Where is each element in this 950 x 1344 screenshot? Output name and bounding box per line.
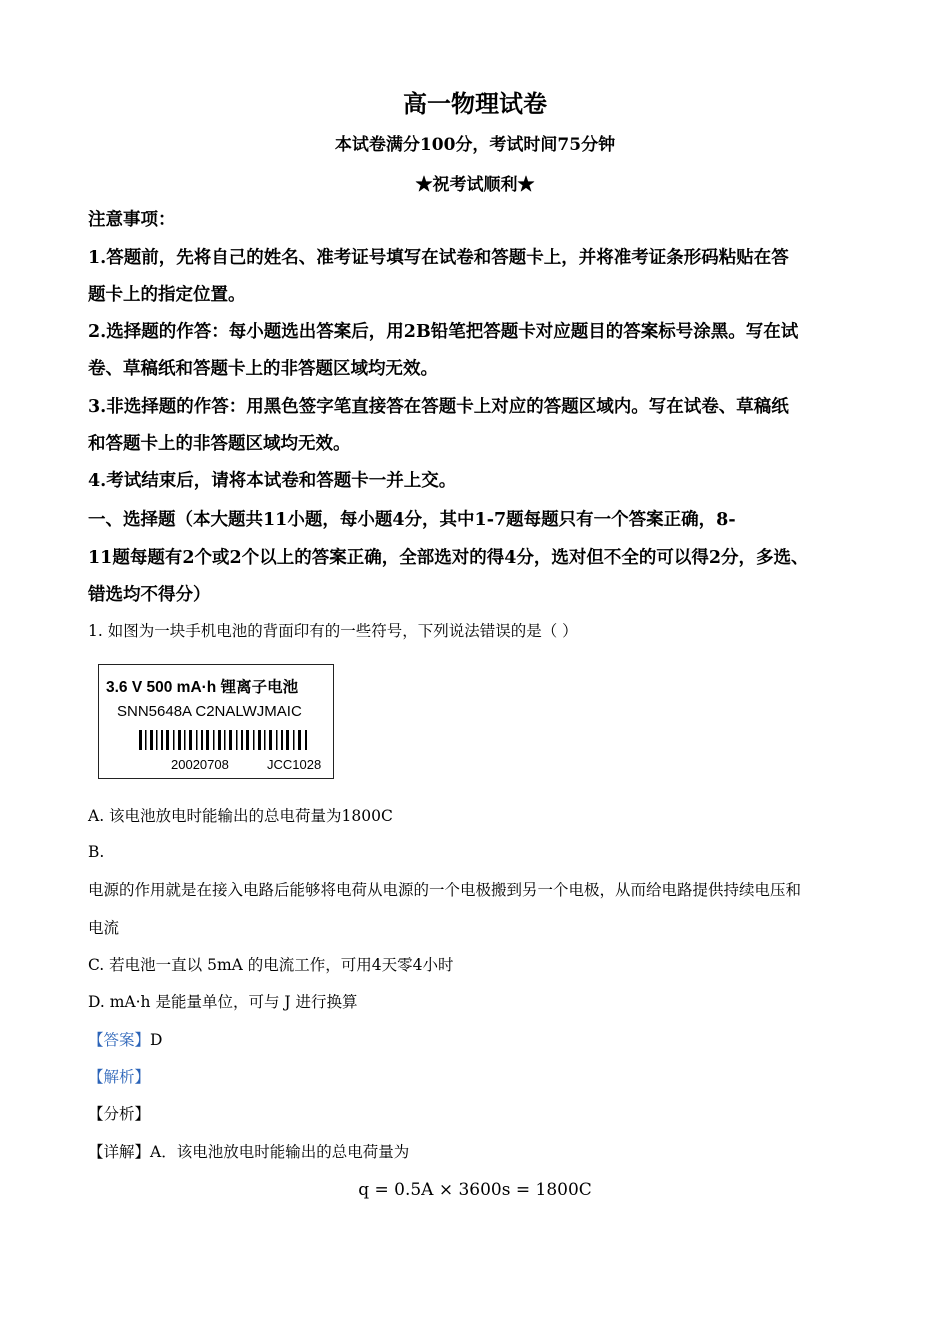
notice-line: 题卡上的指定位置。 xyxy=(88,285,246,305)
option-a: A. 该电池放电时能输出的总电荷量为1800C xyxy=(88,807,393,825)
battery-batch-code: JCC1028 xyxy=(267,757,322,772)
section-heading: 11题每题有2个或2个以上的答案正确，全部选对的得4分，选对但不全的可以得2分，多选、 xyxy=(88,548,809,568)
answer-line xyxy=(88,1028,162,1050)
analysis-tag: 【解析】 xyxy=(88,1068,151,1086)
barcode-icon xyxy=(139,730,309,750)
notice-line: 2.选择题的作答：每小题选出答案后，用2B铅笔把答题卡对应题目的答案标号涂黑。写在试 xyxy=(88,322,799,342)
charge-formula: q = 0.5A × 3600s = 1800C xyxy=(358,1180,592,1200)
exam-wish: ★祝考试顺利★ xyxy=(415,175,535,195)
battery-serial-text: SNN5648A C2NALWJMAIC xyxy=(117,703,302,720)
section-heading: 一、选择题（本大题共11小题，每小题4分，其中1-7题每题只有一个答案正确，8- xyxy=(88,510,736,530)
option-b-text: 电源的作用就是在接入电路后能够将电荷从电源的一个电极搬到另一个电极，从而给电路提供持续电压和 xyxy=(88,881,802,899)
detail-text: 【详解】A．该电池放电时能输出的总电荷量为 xyxy=(88,1143,410,1161)
question-stem: 1. 如图为一块手机电池的背面印有的一些符号，下列说法错误的是（ ） xyxy=(88,622,578,640)
fenxi-tag: 【分析】 xyxy=(88,1105,151,1123)
notice-line: 和答题卡上的非答题区域均无效。 xyxy=(88,434,351,454)
battery-date-code: 20020708 xyxy=(171,757,229,772)
answer-tag: 【答案】 xyxy=(88,1031,151,1049)
answer-value: D xyxy=(150,1031,163,1049)
battery-spec-text: 3.6 V 500 mA·h 锂离子电池 xyxy=(106,679,299,696)
notice-line: 4.考试结束后，请将本试卷和答题卡一并上交。 xyxy=(88,471,457,491)
notice-line: 3.非选择题的作答：用黑色签字笔直接答在答题卡上对应的答题区域内。写在试卷、草稿纸 xyxy=(88,397,789,417)
battery-label-figure xyxy=(98,664,334,779)
option-c: C. 若电池一直以 5mA 的电流工作，可用4天零4小时 xyxy=(88,956,454,974)
option-b-text: 电流 xyxy=(88,919,120,937)
notice-line: 1.答题前，先将自己的姓名、准考证号填写在试卷和答题卡上，并将准考证条形码粘贴在答 xyxy=(88,248,789,268)
option-d: D. mA·h 是能量单位，可与 J 进行换算 xyxy=(88,993,358,1011)
notice-heading: 注意事项： xyxy=(88,210,176,230)
option-b-label: B. xyxy=(88,843,105,861)
section-heading: 错选均不得分） xyxy=(88,585,211,605)
exam-subtitle: 本试卷满分100分，考试时间75分钟 xyxy=(334,135,616,155)
page-title: 高一物理试卷 xyxy=(403,89,547,118)
notice-line: 卷、草稿纸和答题卡上的非答题区域均无效。 xyxy=(88,359,438,379)
